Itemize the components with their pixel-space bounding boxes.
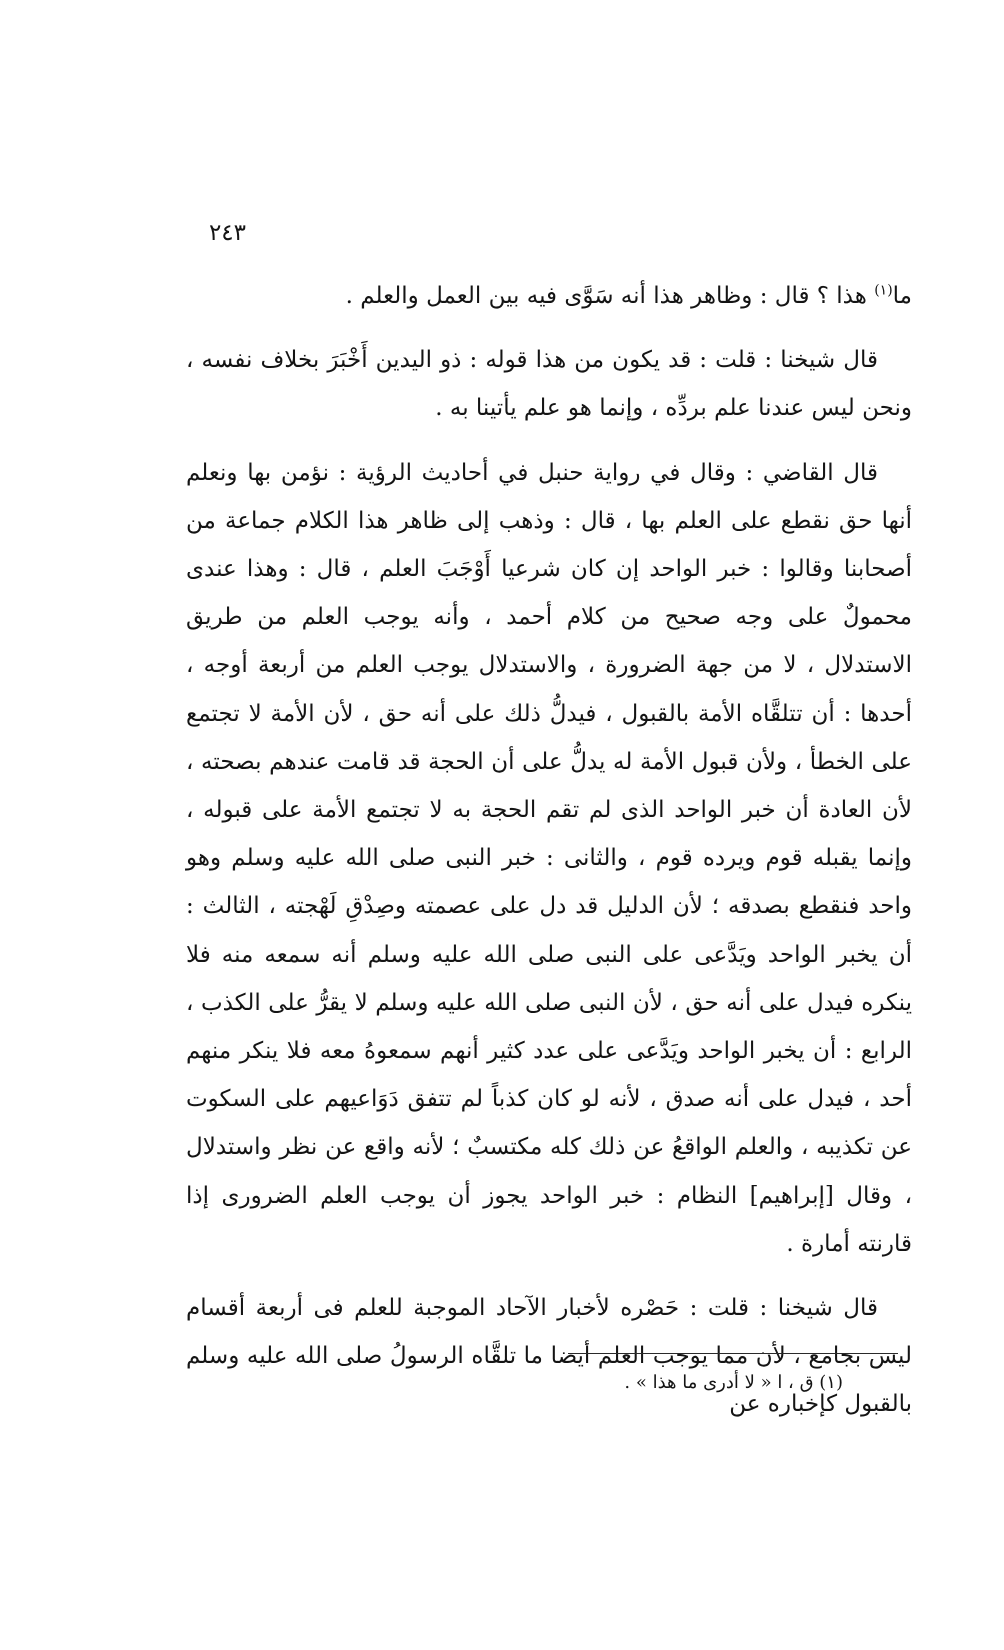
paragraph-1-lead: ما [892,283,912,309]
paragraph-3: قال القاضي : وقال في رواية حنبل في أحاديث الرؤية : نؤمن بها ونعلم أنها حق نقطع على العلم بها ، قال : وذهب إلى ظاهر هذا الكلام جماعة من أصحابنا وقالوا : خبر الواحد إن كان شرعيا أَوْجَبَ العلم ، قال : وهذا عندى محمولٌ على وجه صحيح من كلام أحمد ، وأنه يوجب العلم من طريق الاستدلال ، لا من جهة الضرورة ، والاستدلال يوجب العلم من أربعة أوجه ، أحدها : أن تتلقَّاه الأمة بالقبول ، فيدلُّ ذلك على أنه حق ، لأن الأمة لا تجتمع على الخطأ ، ولأن قبول الأمة له يدلُّ على أن الحجة قد قامت عندهم بصحته ، لأن العادة أن خبر الواحد الذى لم تقم الحجة به لا تجتمع الأمة على قبوله ، وإنما يقبله قوم ويرده قوم ، والثانى : خبر النبى صلى الله عليه وسلم وهو واحد فنقطع بصدقه ؛ لأن الدليل قد دل على عصمته وصِدْقِ لَهْجته ، الثالث : أن يخبر الواحد ويَدَّعى على النبى صلى الله عليه وسلم أنه سمعه منه فلا ينكره فيدل على أنه حق ، لأن النبى صلى الله عليه وسلم لا يقرُّ على الكذب ، الرابع : أن يخبر الواحد ويَدَّعى على عدد كثير أنهم سمعوهُ معه فلا ينكر منهم أحد ، فيدل على أنه صدق ، لأنه لو كان كذباً لم تتفق دَوَاعيهم على السكوت عن تكذيبه ، والعلم الواقعُ عن ذلك كله مكتسبٌ ؛ لأنه واقع عن نظر واستدلال ، وقال [إبراهيم] النظام : خبر الواحد يجوز أن يوجب العلم الضرورى إذا قارنته أمارة . [186,459,912,1257]
footnote: (١) ق ، ا « لا أدرى ما هذا » . [624,1372,843,1393]
paragraph-1-text: هذا ؟ قال : وظاهر هذا أنه سَوَّى فيه بين العمل والعلم . [345,283,875,309]
footnote-reference: (١) [874,282,893,299]
paragraph-1 [186,272,912,320]
footnote-divider [568,1353,898,1354]
page-number: ٢٤٣ [208,220,246,246]
paragraph-2: قال شيخنا : قلت : قد يكون من هذا قوله : ذو اليدين أَخْبَرَ بخلاف نفسه ، ونحن ليس عندنا علم بردِّه ، وإنما هو علم يأتينا به . [186,347,912,422]
paragraph-4: قال شيخنا : قلت : حَصْره لأخبار الآحاد الموجبة للعلم فى أربعة أقسام ليس بجامع ، لأن مما يوجب العلم أيضا ما تلقَّاه الرسولُ صلى الله عليه وسلم بالقبول كإخباره عن [186,1295,912,1418]
main-text [186,272,912,1445]
